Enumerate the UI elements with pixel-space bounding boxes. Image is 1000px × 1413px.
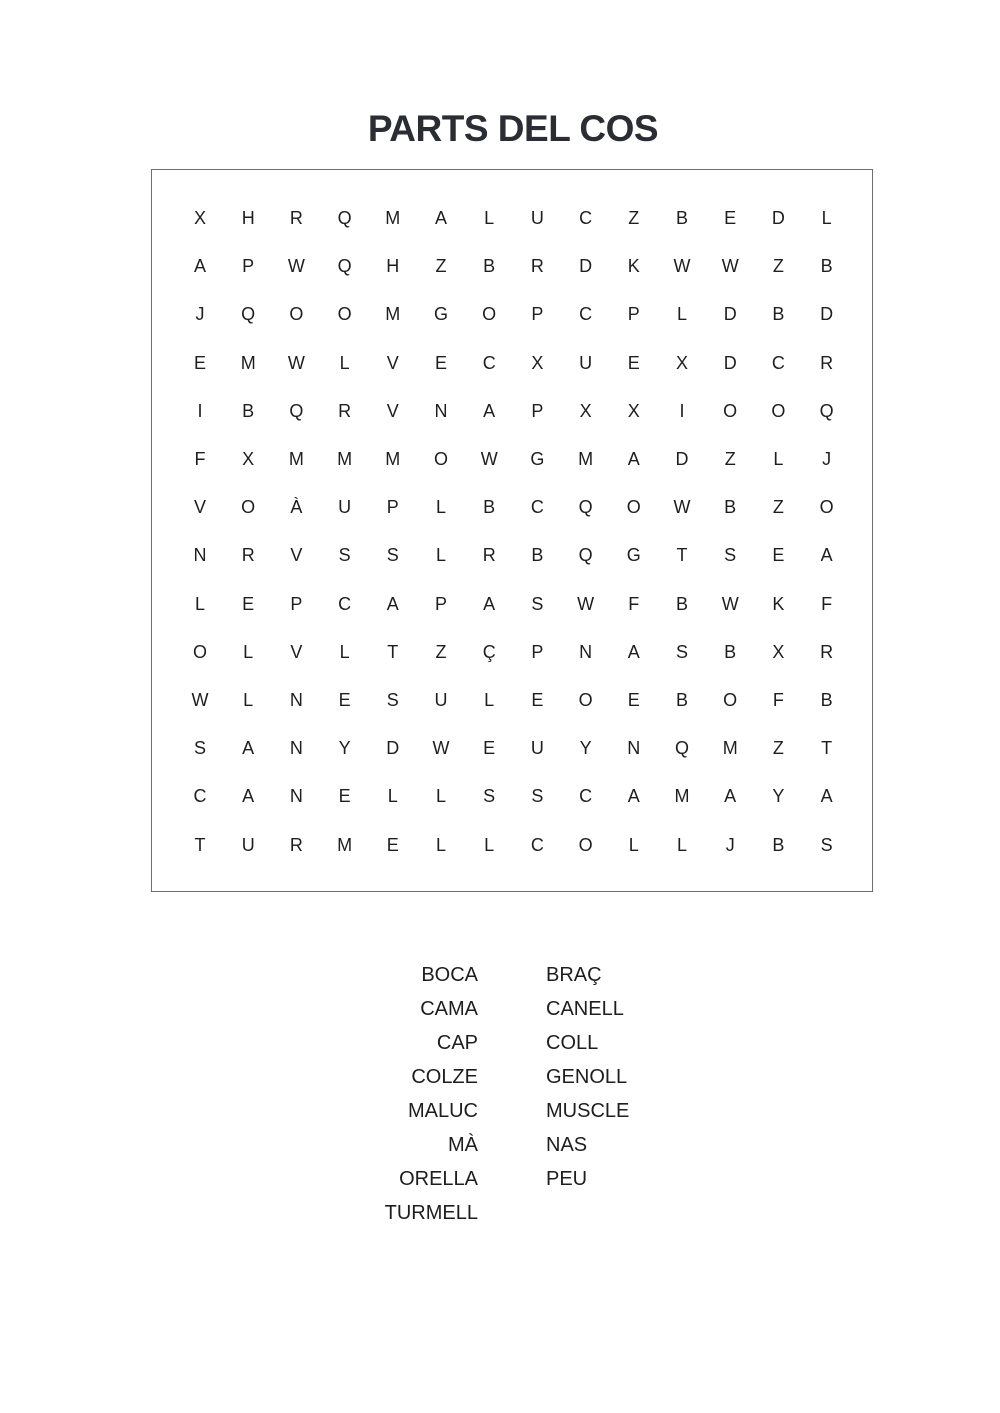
grid-letter[interactable]: Z bbox=[435, 256, 447, 277]
grid-letter[interactable]: A bbox=[386, 593, 399, 614]
grid-letter[interactable]: O bbox=[578, 834, 593, 855]
grid-letter[interactable]: A bbox=[820, 786, 833, 807]
grid-letter[interactable]: S bbox=[386, 690, 399, 710]
grid-letter[interactable]: T bbox=[821, 738, 833, 759]
grid-letter[interactable]: E bbox=[242, 593, 255, 614]
grid-letter[interactable]: X bbox=[193, 208, 206, 228]
grid-letter[interactable]: Z bbox=[772, 738, 784, 759]
grid-letter[interactable]: F bbox=[821, 593, 833, 614]
grid-letter[interactable]: W bbox=[287, 352, 305, 373]
grid-letter[interactable]: X bbox=[242, 449, 255, 469]
grid-letter[interactable]: Y bbox=[338, 738, 351, 759]
grid-letter[interactable]: V bbox=[386, 352, 399, 373]
grid-letter[interactable]: T bbox=[676, 545, 688, 566]
grid-letter[interactable]: M bbox=[722, 738, 738, 759]
grid-letter[interactable]: L bbox=[387, 786, 398, 807]
grid-letter[interactable]: U bbox=[241, 834, 255, 855]
grid-letter[interactable]: M bbox=[674, 786, 690, 807]
grid-letter[interactable]: H bbox=[241, 208, 255, 228]
grid-letter[interactable]: L bbox=[676, 304, 687, 325]
grid-letter[interactable]: A bbox=[627, 786, 640, 807]
grid-letter[interactable]: Z bbox=[435, 641, 447, 662]
grid-letter[interactable]: F bbox=[772, 690, 784, 710]
grid-letter[interactable]: L bbox=[676, 834, 687, 855]
grid-letter[interactable]: E bbox=[434, 352, 447, 373]
word-item: TURMELL bbox=[384, 1202, 478, 1224]
grid-letter[interactable]: C bbox=[530, 834, 544, 855]
grid-letter[interactable]: V bbox=[290, 641, 303, 662]
grid-letter[interactable]: W bbox=[287, 256, 305, 277]
grid-letter[interactable]: L bbox=[435, 497, 446, 518]
grid-letter[interactable]: J bbox=[822, 449, 832, 469]
grid-letter[interactable]: E bbox=[531, 690, 544, 710]
grid-letter[interactable]: B bbox=[483, 497, 496, 518]
grid-letter[interactable]: R bbox=[338, 400, 352, 421]
grid-letter[interactable]: B bbox=[675, 208, 688, 228]
grid-letter[interactable]: D bbox=[771, 208, 785, 228]
grid-letter[interactable]: M bbox=[240, 352, 256, 373]
grid-letter[interactable]: J bbox=[195, 304, 205, 325]
grid-letter[interactable]: Z bbox=[628, 208, 640, 228]
grid-letter[interactable]: À bbox=[290, 497, 303, 518]
grid-letter[interactable]: S bbox=[386, 545, 399, 566]
grid-letter[interactable]: L bbox=[628, 834, 639, 855]
word-item: MALUC bbox=[407, 1100, 478, 1122]
grid-letter[interactable]: L bbox=[821, 208, 832, 228]
grid-letter[interactable]: H bbox=[386, 256, 400, 277]
grid-letter[interactable]: X bbox=[531, 352, 544, 373]
grid-letter[interactable]: U bbox=[530, 208, 544, 228]
grid-letter[interactable]: E bbox=[193, 352, 206, 373]
grid-letter[interactable]: P bbox=[531, 400, 544, 421]
grid-letter[interactable]: E bbox=[386, 834, 399, 855]
grid-letter[interactable]: B bbox=[675, 690, 688, 710]
word-item: CAP bbox=[436, 1032, 478, 1054]
grid-letter[interactable]: U bbox=[338, 497, 352, 518]
grid-letter[interactable]: Q bbox=[578, 497, 593, 518]
grid-letter[interactable]: L bbox=[435, 786, 446, 807]
word-item: BOCA bbox=[421, 964, 478, 986]
grid-letter[interactable]: G bbox=[530, 449, 545, 469]
grid-letter[interactable]: L bbox=[243, 690, 254, 710]
grid-letter[interactable]: Q bbox=[578, 545, 593, 566]
grid-letter[interactable]: S bbox=[675, 641, 688, 662]
grid-letter[interactable]: I bbox=[679, 400, 685, 421]
grid-letter[interactable]: Q bbox=[819, 400, 834, 421]
grid-letter[interactable]: D bbox=[723, 352, 737, 373]
grid-letter[interactable]: X bbox=[627, 400, 640, 421]
grid-letter[interactable]: S bbox=[531, 593, 544, 614]
grid-letter[interactable]: O bbox=[723, 400, 738, 421]
grid-letter[interactable]: O bbox=[819, 497, 834, 518]
grid-letter[interactable]: R bbox=[289, 208, 303, 228]
grid-letter[interactable]: N bbox=[434, 400, 448, 421]
grid-letter[interactable]: J bbox=[725, 834, 735, 855]
grid-letter[interactable]: R bbox=[820, 641, 834, 662]
grid-letter[interactable]: M bbox=[337, 449, 353, 469]
grid-letter[interactable]: N bbox=[289, 786, 303, 807]
grid-letter[interactable]: L bbox=[484, 208, 495, 228]
word-item: NAS bbox=[546, 1134, 588, 1156]
page-title: PARTS DEL COS bbox=[367, 108, 659, 149]
grid-letter[interactable]: R bbox=[482, 545, 496, 566]
grid-letter[interactable]: B bbox=[772, 834, 785, 855]
grid-letter[interactable]: E bbox=[338, 786, 351, 807]
grid-letter[interactable]: M bbox=[385, 304, 401, 325]
grid-letter[interactable]: N bbox=[627, 738, 641, 759]
grid-letter[interactable]: O bbox=[192, 641, 207, 662]
grid-letter[interactable]: B bbox=[675, 593, 688, 614]
word-item: MUSCLE bbox=[546, 1100, 630, 1122]
grid-letter[interactable]: P bbox=[290, 593, 303, 614]
word-item: PEU bbox=[546, 1168, 588, 1190]
grid-letter[interactable]: O bbox=[241, 497, 256, 518]
grid-letter[interactable]: N bbox=[289, 690, 303, 710]
grid-letter[interactable]: Y bbox=[579, 738, 592, 759]
letter-grid bbox=[152, 170, 872, 891]
grid-letter[interactable]: B bbox=[820, 690, 833, 710]
grid-letter[interactable]: W bbox=[432, 738, 450, 759]
grid-letter[interactable]: Z bbox=[724, 449, 736, 469]
grid-letter[interactable]: A bbox=[724, 786, 737, 807]
grid-letter[interactable]: K bbox=[627, 256, 640, 277]
grid-letter[interactable]: T bbox=[194, 834, 206, 855]
word-item: BRAÇ bbox=[546, 964, 602, 986]
grid-letter[interactable]: A bbox=[483, 400, 496, 421]
grid-letter[interactable]: P bbox=[531, 641, 544, 662]
grid-letter[interactable]: S bbox=[820, 834, 833, 855]
grid-letter[interactable]: E bbox=[338, 690, 351, 710]
grid-letter[interactable]: L bbox=[339, 352, 350, 373]
grid-letter[interactable]: S bbox=[531, 786, 544, 807]
grid-letter[interactable]: Ç bbox=[482, 641, 496, 662]
word-item: ORELLA bbox=[399, 1168, 478, 1190]
grid-letter[interactable]: Q bbox=[337, 208, 352, 228]
grid-letter[interactable]: S bbox=[724, 545, 737, 566]
grid-letter[interactable]: S bbox=[193, 738, 206, 759]
grid-letter[interactable]: E bbox=[772, 545, 785, 566]
grid-letter[interactable]: C bbox=[579, 304, 593, 325]
grid-letter[interactable]: P bbox=[242, 256, 255, 277]
grid-letter[interactable]: X bbox=[772, 641, 785, 662]
word-item: GENOLL bbox=[546, 1066, 628, 1088]
grid-letter[interactable]: O bbox=[482, 304, 497, 325]
grid-letter[interactable]: Z bbox=[772, 256, 784, 277]
grid-letter[interactable]: L bbox=[194, 593, 205, 614]
grid-letter[interactable]: A bbox=[193, 256, 206, 277]
grid-letter[interactable]: E bbox=[483, 738, 496, 759]
grid-letter[interactable]: O bbox=[289, 304, 304, 325]
grid-letter[interactable]: L bbox=[435, 545, 446, 566]
word-list-left-column bbox=[385, 958, 478, 1230]
grid-letter[interactable]: R bbox=[820, 352, 834, 373]
grid-letter[interactable]: C bbox=[771, 352, 785, 373]
grid-letter[interactable]: V bbox=[386, 400, 399, 421]
grid-letter[interactable]: A bbox=[434, 208, 447, 228]
grid-letter[interactable]: G bbox=[433, 304, 448, 325]
grid-letter[interactable]: A bbox=[627, 641, 640, 662]
grid-letter[interactable]: O bbox=[626, 497, 641, 518]
grid-letter[interactable]: V bbox=[290, 545, 303, 566]
grid-letter[interactable]: L bbox=[484, 690, 495, 710]
grid-letter[interactable]: D bbox=[675, 449, 689, 469]
grid-letter[interactable]: M bbox=[385, 208, 401, 228]
grid-letter[interactable]: U bbox=[434, 690, 448, 710]
grid-letter[interactable]: O bbox=[337, 304, 352, 325]
grid-letter[interactable]: E bbox=[724, 208, 737, 228]
grid-letter[interactable]: C bbox=[482, 352, 496, 373]
grid-letter[interactable]: O bbox=[578, 690, 593, 710]
grid-letter[interactable]: W bbox=[721, 256, 739, 277]
grid-letter[interactable]: L bbox=[484, 834, 495, 855]
grid-letter[interactable]: W bbox=[577, 593, 595, 614]
grid-letter[interactable]: R bbox=[530, 256, 544, 277]
grid-letter[interactable]: S bbox=[338, 545, 351, 566]
grid-letter[interactable]: T bbox=[387, 641, 399, 662]
grid-letter[interactable]: L bbox=[339, 641, 350, 662]
grid-letter[interactable]: Y bbox=[772, 786, 785, 807]
grid-letter[interactable]: A bbox=[627, 449, 640, 469]
grid-letter[interactable]: M bbox=[337, 834, 353, 855]
grid-letter[interactable]: R bbox=[289, 834, 303, 855]
grid-letter[interactable]: F bbox=[628, 593, 640, 614]
word-item: CANELL bbox=[546, 998, 624, 1020]
grid-letter[interactable]: R bbox=[241, 545, 255, 566]
grid-letter[interactable]: E bbox=[627, 690, 640, 710]
grid-letter[interactable]: M bbox=[288, 449, 304, 469]
grid-letter[interactable]: P bbox=[627, 304, 640, 325]
grid-letter[interactable]: E bbox=[627, 352, 640, 373]
grid-letter[interactable]: L bbox=[773, 449, 784, 469]
grid-letter[interactable]: O bbox=[433, 449, 448, 469]
grid-letter[interactable]: X bbox=[675, 352, 688, 373]
grid-letter[interactable]: P bbox=[434, 593, 447, 614]
grid-letter[interactable]: C bbox=[193, 786, 207, 807]
grid-letter[interactable]: C bbox=[579, 786, 593, 807]
grid-letter[interactable]: X bbox=[579, 400, 592, 421]
grid-letter[interactable]: U bbox=[530, 738, 544, 759]
grid-letter[interactable]: C bbox=[338, 593, 352, 614]
grid-letter[interactable]: D bbox=[820, 304, 834, 325]
grid-letter[interactable]: P bbox=[531, 304, 544, 325]
grid-letter[interactable]: W bbox=[480, 449, 498, 469]
grid-letter[interactable]: B bbox=[820, 256, 833, 277]
grid-letter[interactable]: Q bbox=[241, 304, 256, 325]
grid-letter[interactable]: U bbox=[579, 352, 593, 373]
grid-letter[interactable]: B bbox=[724, 497, 737, 518]
grid-letter[interactable]: W bbox=[721, 593, 739, 614]
grid-letter[interactable]: Q bbox=[674, 738, 689, 759]
grid-letter[interactable]: O bbox=[771, 400, 786, 421]
grid-letter[interactable]: B bbox=[724, 641, 737, 662]
grid-letter[interactable]: Q bbox=[337, 256, 352, 277]
word-search-grid bbox=[151, 169, 873, 892]
grid-letter[interactable]: C bbox=[579, 208, 593, 228]
grid-letter[interactable]: L bbox=[243, 641, 254, 662]
grid-letter[interactable]: S bbox=[483, 786, 496, 807]
grid-letter[interactable]: Z bbox=[772, 497, 784, 518]
grid-letter[interactable]: D bbox=[723, 304, 737, 325]
grid-letter[interactable]: M bbox=[385, 449, 401, 469]
word-list-right-column bbox=[546, 958, 629, 1196]
grid-letter[interactable]: A bbox=[242, 786, 255, 807]
grid-letter[interactable]: M bbox=[578, 449, 594, 469]
grid-letter[interactable]: D bbox=[386, 738, 400, 759]
grid-letter[interactable]: B bbox=[772, 304, 785, 325]
grid-letter[interactable]: B bbox=[483, 256, 496, 277]
grid-letter[interactable]: C bbox=[530, 497, 544, 518]
grid-letter[interactable]: D bbox=[579, 256, 593, 277]
grid-letter[interactable]: W bbox=[673, 497, 691, 518]
grid-letter[interactable]: A bbox=[483, 593, 496, 614]
grid-letter[interactable]: Q bbox=[289, 400, 304, 421]
grid-letter[interactable]: P bbox=[386, 497, 399, 518]
grid-letter[interactable]: I bbox=[197, 400, 203, 421]
word-item: COLZE bbox=[411, 1066, 478, 1088]
grid-letter[interactable]: N bbox=[193, 545, 207, 566]
grid-letter[interactable]: O bbox=[723, 690, 738, 710]
grid-letter[interactable]: W bbox=[673, 256, 691, 277]
grid-letter[interactable]: V bbox=[193, 497, 206, 518]
grid-letter[interactable]: A bbox=[820, 545, 833, 566]
word-item: MÀ bbox=[448, 1134, 478, 1156]
grid-letter[interactable]: B bbox=[531, 545, 544, 566]
word-item: CAMA bbox=[420, 998, 478, 1020]
grid-letter[interactable]: W bbox=[191, 690, 209, 710]
grid-letter[interactable]: A bbox=[242, 738, 255, 759]
grid-letter[interactable]: G bbox=[626, 545, 641, 566]
word-item: COLL bbox=[546, 1032, 599, 1054]
grid-letter[interactable]: N bbox=[289, 738, 303, 759]
grid-letter[interactable]: K bbox=[772, 593, 785, 614]
grid-letter[interactable]: F bbox=[194, 449, 206, 469]
grid-letter[interactable]: N bbox=[579, 641, 593, 662]
grid-letter[interactable]: B bbox=[242, 400, 255, 421]
grid-letter[interactable]: L bbox=[435, 834, 446, 855]
